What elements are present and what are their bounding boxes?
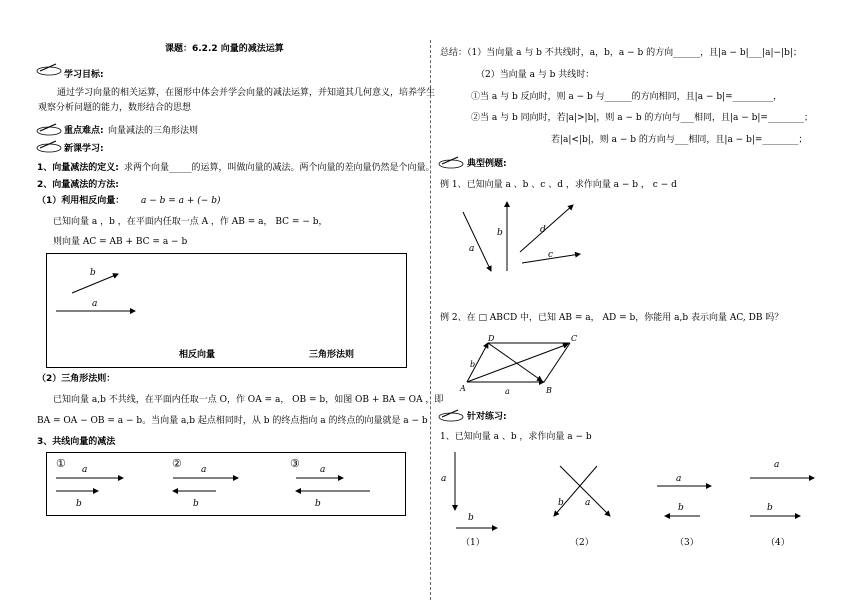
p1-label-b: b <box>468 513 474 523</box>
example2-parallelogram <box>467 343 570 382</box>
example1-text: 例 1、已知向量 a 、b 、c 、d ，求作向量 a − b ， c − d <box>440 180 677 190</box>
ex2-DB-arrow <box>488 343 542 381</box>
summary-line3: ①当 a 与 b 反向时，则 a − b 与______的方向相同，且|a − b|=_________， <box>471 92 783 102</box>
method2-line2: BA = OA − OB = a − b。当向量 a,b 起点相同时，从 b 的终点指向 a 的终点的向量就是 a − b <box>37 416 428 426</box>
method1-line2: 则向量 AC = AB + BC = a − b <box>53 237 188 247</box>
method2-label: （2）三角形法则： <box>37 374 116 384</box>
p2-label-a: a <box>585 498 591 508</box>
page-title: 课题：6.2.2 向量的减法运算 <box>165 44 284 54</box>
ex2-vertex-D: D <box>488 334 495 343</box>
ex2-vertex-A: A <box>460 384 466 393</box>
goals-heading: 学习目标: <box>64 70 104 80</box>
definition-text: 求两个向量_____的运算，叫做向量的减法。两个向量的差向量仍然是个向量。 <box>124 163 435 173</box>
summary-line5: 若|a|<|b|，则 a − b 的方向与___相同，且|a − b|=________； <box>551 135 808 145</box>
key-text: 向量减法的三角形法则 <box>108 126 199 136</box>
p3-label-a: a <box>676 474 682 484</box>
box1-caption-opposite: 相反向量 <box>179 350 216 360</box>
ex2-BC-line <box>544 343 570 382</box>
pen-decoration-icon <box>36 62 62 76</box>
box1-caption-triangle: 三角形法则 <box>309 350 355 360</box>
goals-text-line2: 观察分析问题的能力，数形结合的思想 <box>38 103 192 113</box>
examples-heading: 典型例题: <box>467 159 507 169</box>
box-collinear-figure <box>46 452 406 516</box>
example1-vectors <box>463 202 580 271</box>
pen-decoration-icon <box>36 139 62 153</box>
ex1-label-a: a <box>469 244 475 254</box>
ex1-label-c: c <box>548 250 554 260</box>
ex1-a-arrow <box>463 212 491 271</box>
method1-formula: a − b = a + (− b) <box>141 196 221 206</box>
goals-text-line1: 通过学习向量的相关运算，在图形中体会并学会向量的减法运算，并知道其几何意义，培养学生 <box>57 88 436 98</box>
column-divider <box>430 40 431 600</box>
collinear-3-label-b: b <box>315 499 321 509</box>
collinear-3-number: ③ <box>290 457 300 470</box>
practice-vectors <box>455 452 814 528</box>
p2-label-b: b <box>558 498 564 508</box>
new-lesson-heading: 新课学习: <box>64 144 104 154</box>
collinear-1-label-b: b <box>76 499 82 509</box>
method2-line1: 已知向量 a,b 不共线，在平面内任取一点 O，作 OA = a， OB = b，如图 OB + BA = OA ，即 <box>53 395 444 405</box>
p3-label-b: b <box>678 503 684 513</box>
ex1-label-d: d <box>540 225 546 235</box>
collinear-1-number: ① <box>56 457 66 470</box>
summary-line1: 总结：（1）当向量 a 与 b 不共线时，a，b，a − b 的方向______，且|a − b|___|a|−|b|； <box>440 48 802 58</box>
practice-heading: 针对练习: <box>467 412 507 422</box>
p1-number: （1） <box>461 538 485 548</box>
key-heading: 重点难点: <box>64 126 104 136</box>
definition-label: 1、向量减法的定义: <box>37 163 119 173</box>
p4-number: （4） <box>766 538 790 548</box>
collinear-2-label-b: b <box>193 499 199 509</box>
method1-line1: 已知向量 a ，b ，在平面内任取一点 A ，作 AB = a， BC = − b， <box>53 217 328 227</box>
ex2-vertex-C: C <box>571 334 578 343</box>
pen-decoration-icon <box>438 155 464 169</box>
practice-1-text: 1、已知向量 a 、b ，求作向量 a − b <box>440 432 592 442</box>
p1-label-a: a <box>441 474 447 484</box>
collinear-3-label-a: a <box>320 465 326 475</box>
summary-line4: ②当 a 与 b 同向时，若|a|>|b|，则 a − b 的方向与___相同，且|a − b|=________； <box>471 113 813 123</box>
ex1-d-arrow <box>520 205 573 252</box>
pen-decoration-icon <box>438 408 464 422</box>
method1-label: （1）利用相反向量： <box>37 196 125 206</box>
collinear-1-label-a: a <box>82 465 88 475</box>
p4-label-b: b <box>767 503 773 513</box>
p2-number: （2） <box>570 538 594 548</box>
summary-line2: （2）当向量 a 与 b 共线时： <box>476 70 595 80</box>
collinear-label: 3、共线向量的减法 <box>37 437 116 447</box>
p4-label-a: a <box>774 460 780 470</box>
ex2-label-b: b <box>470 360 476 369</box>
collinear-2-label-a: a <box>201 465 207 475</box>
collinear-2-number: ② <box>172 457 182 470</box>
pen-decoration-icon <box>36 122 62 136</box>
p3-number: （3） <box>675 538 699 548</box>
box1-label-a: a <box>92 299 98 309</box>
ex2-vertex-B: B <box>546 386 552 395</box>
ex1-label-b: b <box>497 228 503 238</box>
method-label: 2、向量减法的方法: <box>37 180 119 190</box>
ex2-AC-arrow <box>467 344 568 382</box>
box1-label-b: b <box>90 268 96 278</box>
ex2-label-a: a <box>505 387 510 396</box>
example2-text: 例 2、在 □ ABCD 中，已知 AB = a， AD = b，你能用 a,b 表示向量 AC, DB 吗？ <box>440 313 784 323</box>
